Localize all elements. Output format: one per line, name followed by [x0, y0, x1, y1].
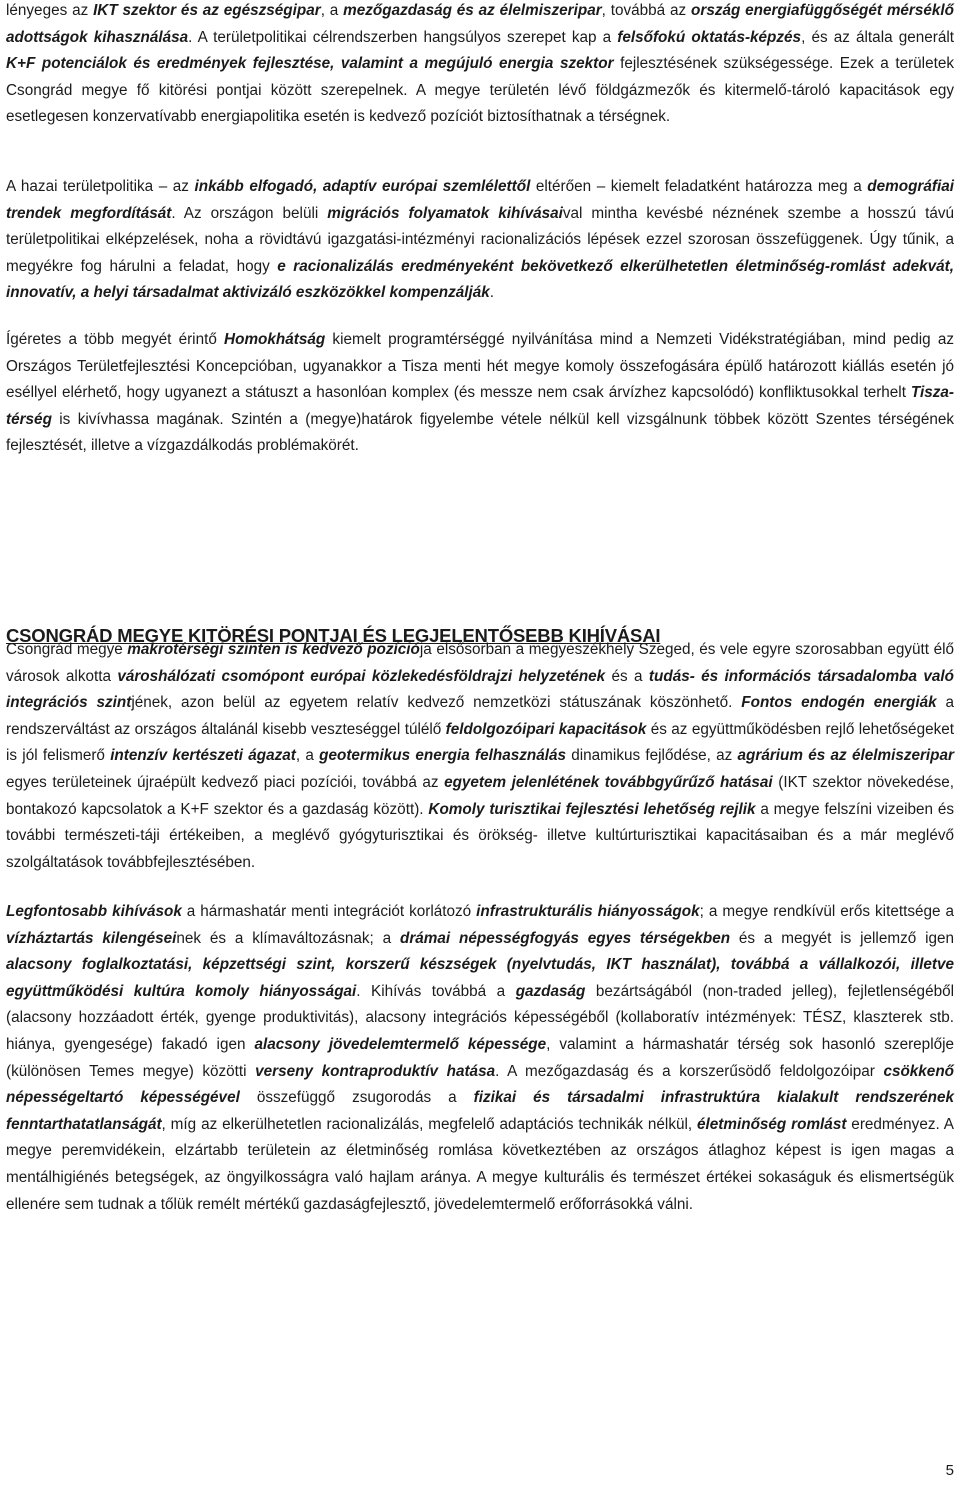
text-run: kiemelt programtérséggé nyilvánítása mind a Nemzeti Vidékstratégiában, mind pedig az Országos Területfejlesztési Koncepcióban, ugyanakkor a Tisza menti hét megye komoly összefogására épülő határozott kiállás esetén jó eséllyel elérhető, hogy ugyanezt a státuszt a hasonlóan komplex (és messze nem csak árvízhez kapcsolódó) konfliktusokkal terhelt [6, 331, 954, 402]
emphasized-text: IKT szektor és az egészségipar [93, 2, 321, 19]
paragraph-breakout-points [6, 637, 954, 876]
emphasized-text: makrotérségi szinten is kedvező pozíció [127, 641, 420, 658]
emphasized-text: verseny kontraproduktív hatása [255, 1062, 496, 1080]
emphasized-text: ország energiafüggőségét mérséklő adottságok kihasználása [6, 2, 955, 46]
text-run: Csongrád megye [6, 641, 128, 658]
emphasized-text: Fontos endogén energiák [741, 694, 937, 712]
emphasized-text: demográfiai trendek megfordítását [6, 178, 954, 222]
text-run: Ígéretes a több megyét érintő [6, 331, 225, 348]
emphasized-text: városhálózati csomópont európai közlekedésföldrajzi helyzetének [117, 667, 606, 685]
emphasized-text: geotermikus energia felhasználás [319, 747, 566, 765]
emphasized-text: Komoly turisztikai fejlesztési lehetőség rejlik [428, 800, 756, 818]
text-run: , a [295, 747, 320, 765]
emphasized-text: felsőfokú oktatás-képzés [617, 28, 802, 46]
emphasized-text: drámai népességfogyás egyes térségekben [400, 929, 731, 947]
text-run: . Az országon belüli [171, 204, 328, 222]
emphasized-text: egyetem jelenlétének továbbgyűrűző hatásai [444, 773, 773, 791]
text-run: val mintha kevésbé néznének szembe a hosszú távú területpolitikai elképzelések, noha a rövidtávú igazgatási-intézményi racionalizációs lépések ezzel szorosan összefüggenek. Úgy tűnik, a megyékre fog hárulni a feladat, hogy [6, 204, 955, 275]
emphasized-text: életminőség romlást [697, 1115, 847, 1133]
text-run: és az együttműködésben rejlő lehetőségeket is jól felismerő [6, 720, 954, 765]
emphasized-text: mezőgazdaság és az élelmiszeripar [343, 2, 602, 19]
text-run: , valamint a hármashatár térség sok hasonló szereplője (különösen Temes megye) közötti [6, 1035, 955, 1080]
text-run: , és az általa generált [801, 28, 955, 46]
emphasized-text: alacsony foglalkoztatási, képzettségi szint, korszerű készségek (nyelvtudás, IKT használat), továbbá a vállalkozói, illetve együttműködési kultúra komoly hiányosságai [6, 956, 954, 1000]
text-run: , a [320, 2, 344, 19]
text-run: (IKT szektor növekedése, bontakozó kapcsolatok a K+F szektor és a gazdaság között). [6, 773, 954, 818]
emphasized-text: Tisza-térség [6, 384, 954, 428]
text-run: . [489, 284, 495, 302]
text-run: fejlesztésének szükségessége. Ezek a területek Csongrád megye fő kitörési pontjai között szerepelnek. A megye területén lévő földgázmezők és kitermelő-tároló kapacitások egy esetlegesen konzervatívabb energiapolitika esetén is kedvező pozíciót biztosíthatnak a térségnek. [6, 55, 954, 126]
emphasized-text: alacsony jövedelemtermelő képessége [254, 1035, 547, 1053]
text-run: nek és a klímaváltozásnak; a [176, 929, 400, 947]
text-run: egyes területeinek újraépült kedvező piaci pozíciói, továbbá az [6, 773, 445, 791]
emphasized-text: migrációs folyamatok kihívásai [327, 204, 563, 222]
text-run: . A területpolitikai célrendszerben hangsúlyos szerepet kap a [188, 28, 618, 46]
emphasized-text: infrastrukturális hiányosságok [476, 903, 700, 920]
text-run: és a megyét is jellemző igen [730, 929, 954, 947]
emphasized-text: fizikai és társadalmi infrastruktúra kialakult rendszerének fenntarthatatlanságát [6, 1089, 954, 1133]
text-run: A hazai területpolitika – az [6, 178, 195, 195]
paragraph-regional-policy [6, 174, 954, 307]
text-run: a megye felszíni vizeiben és további természeti-táji értékeiben, a meglévő gyógyturisztikai és örökség- illetve kultúrturisztikai kapacitásaiban és a már meglévő szolgáltatások továbbfejlesztésében. [6, 800, 955, 871]
text-run: eredményez. A megye peremvidékein, elzártabb területein az életminőség romlása következtében az országos átlaghoz képest is igen magas a mentálhigiénés betegségek, az öngyilkosságra való hajlam aránya. A megye kulturális és természet értékei sokaságuk és elismertségük ellenére sem tudnak a tőlük remélt mértékű gazdaságfejlesztő, jövedelemtermelő erőforrásokká válni. [6, 1115, 954, 1213]
emphasized-text: Homokhátság [224, 331, 326, 348]
emphasized-text: agrárium és az élelmiszeripar [737, 747, 954, 765]
text-run: is kivívhassa magának. Szintén a (megye)határok figyelembe vétele nélkül kell vizsgálnunk többek között Szentes térségének fejlesztését, illetve a vízgazdálkodás problémakörét. [6, 410, 954, 455]
text-run: , míg az elkerülhetetlen racionalizálás, megfelelő adaptációs technikák nélkül, [161, 1115, 698, 1133]
text-run: . Kihívás továbbá a [356, 982, 516, 1000]
paragraph-intro-continuation [6, 0, 954, 131]
emphasized-text: K+F potenciálok és eredmények fejlesztése, valamint a megújuló energia szektor [6, 55, 614, 73]
text-run: ja elsősorban a megyeszékhely Szeged, és vele egyre szorosabban együtt élő városok alkotta [6, 641, 954, 685]
text-run: eltérően – kiemelt feladatként határozza meg a [530, 178, 868, 195]
text-run: ; a megye rendkívül erős kitettsége a [699, 903, 954, 920]
text-run: a hármashatár menti integrációt korlátozó [181, 903, 477, 920]
paragraph-challenges [6, 899, 954, 1218]
text-run: jének, azon belül az egyetem relatív kedvező nemzetközi státuszának köszönhető. [131, 694, 742, 712]
text-run: , továbbá az [601, 2, 692, 19]
text-run: . A mezőgazdaság és a korszerűsödő feldolgozóipar [495, 1062, 884, 1080]
text-run: dinamikus fejlődése, az [566, 747, 738, 765]
page-number: 5 [945, 1462, 954, 1479]
emphasized-text: feldolgozóipari kapacitások [445, 720, 647, 738]
emphasized-text: intenzív kertészeti ágazat [110, 747, 296, 765]
emphasized-text: inkább elfogadó, adaptív európai szemlélettől [194, 178, 531, 195]
text-run: és a [605, 667, 649, 685]
emphasized-text: tudás- és információs társadalomba való integrációs szint [6, 667, 954, 712]
paragraph-homokhatsag [6, 327, 954, 460]
section-heading: CSONGRÁD MEGYE KITÖRÉSI PONTJAI ÉS LEGJELENTŐSEBB KIHÍVÁSAI [6, 625, 661, 646]
text-run: a rendszerváltást az országos általánál kisebb veszteséggel túlélő [6, 694, 954, 738]
emphasized-text: gazdaság [515, 982, 586, 1000]
emphasized-text: e racionalizálás eredményeként bekövetkező elkerülhetetlen életminőség-romlást adekvát, innovatív, a helyi társadalmat aktivizáló eszközökkel kompenzálják [6, 257, 954, 302]
emphasized-text: csökkenő népességeltartó képességével [6, 1062, 955, 1107]
text-run: bezártságából (non-traded jelleg), fejletlenségéből (alacsony hozzáadott érték, gyenge produktivitás), alacsony integrációs képességéből (kollaboratív intézmények: TÉSZ, klaszterek stb. hiánya, gyengesége) fakadó igen [6, 982, 954, 1053]
emphasized-text: vízháztartás kilengései [6, 929, 177, 947]
text-run: lényeges az [6, 2, 94, 19]
emphasized-text: Legfontosabb kihívások [6, 903, 182, 920]
text-run: összefüggő zsugorodás a [239, 1089, 474, 1107]
